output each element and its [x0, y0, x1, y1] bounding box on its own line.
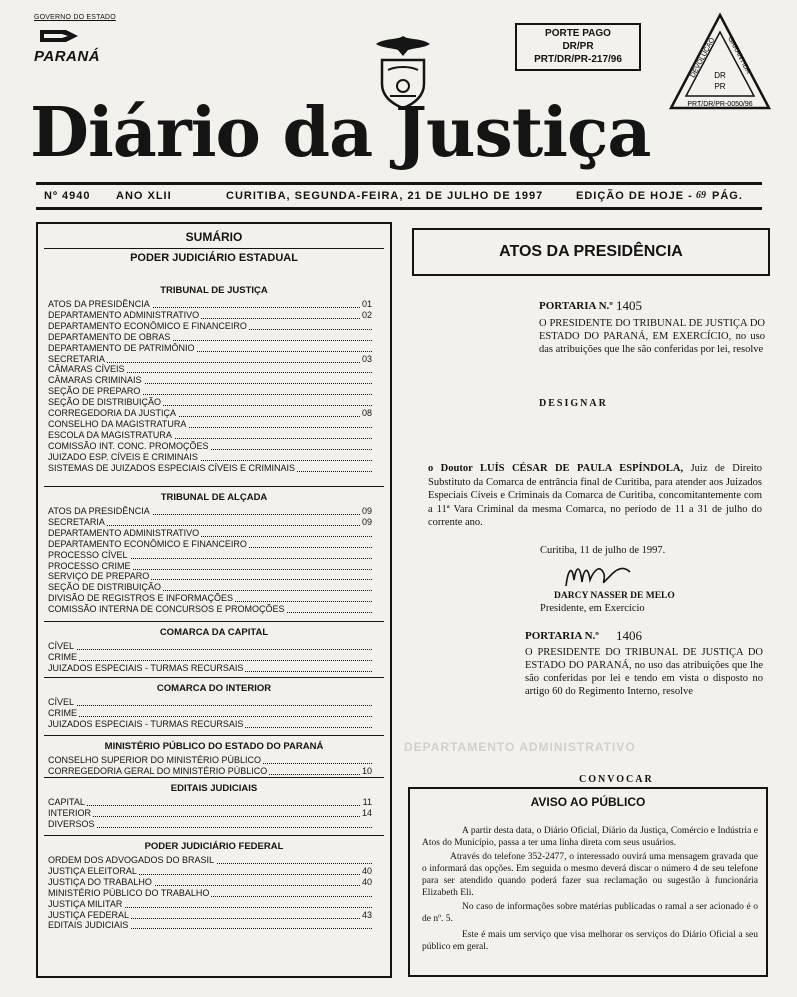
summary-section-heading: TRIBUNAL DE ALÇADA: [160, 492, 268, 503]
summary-entry[interactable]: [48, 430, 372, 441]
notice-paragraph-1: A partir desta data, o Diário Oficial, Diário da Justiça, Comércio e Indústria e Atos do Município, passa a ter uma linha direta com seus usuários.: [422, 826, 758, 848]
summary-entry-label: COMISSÃO INTERNA DE CONCURSOS E PROMOÇÕES: [48, 604, 285, 615]
summary-entry-page: 01: [361, 299, 372, 309]
summary-entry-page: 43: [361, 909, 372, 920]
parana-label: PARANÁ: [34, 48, 101, 65]
summary-entry-label: ATOS DA PRESIDÊNCIA: [48, 506, 150, 516]
summary-entry[interactable]: [48, 397, 372, 408]
postage-paid-box: [515, 23, 641, 71]
summary-entry-label: JUIZADOS ESPECIAIS - TURMAS RECURSAIS: [48, 718, 244, 729]
summary-entry[interactable]: [48, 561, 372, 572]
summary-entry[interactable]: [48, 604, 372, 615]
notice-title: AVISO AO PÚBLICO: [530, 795, 646, 809]
summary-entry-label: JUSTIÇA DO TRABALHO: [48, 876, 152, 887]
summary-entry-label: COMISSÃO INT. CONC. PROMOÇÕES: [48, 440, 209, 451]
signature-icon: [560, 560, 650, 590]
summary-entry-label: CONSELHO SUPERIOR DO MINISTÉRIO PÚBLICO: [48, 755, 262, 765]
notice-paragraph-4: Este é mais um serviço que visa melhorar os serviços do Diário Oficial a seu público em geral.: [422, 930, 758, 952]
summary-entry[interactable]: [48, 386, 372, 397]
summary-entry-page: 40: [361, 876, 372, 887]
issue-number: Nº 4940: [44, 190, 91, 202]
portaria-2-number: 1406: [616, 628, 642, 643]
triangle-bottom-text: PRT/DR/PR-0050/96: [687, 101, 753, 108]
summary-entry-label: INTERIOR: [48, 807, 92, 818]
summary-entry[interactable]: [48, 755, 372, 766]
summary-box: [36, 222, 392, 978]
portaria-1-label: PORTARIA N.º: [539, 300, 613, 312]
parana-logo-icon: [38, 26, 80, 46]
summary-entry-label: PROCESSO CRIME: [48, 560, 131, 571]
summary-entry-page: 03: [361, 353, 372, 364]
summary-entry-page: 09: [361, 506, 372, 516]
summary-entry[interactable]: [48, 517, 372, 528]
summary-entry-label: DIVERSOS: [48, 818, 95, 829]
summary-entry-label: SISTEMAS DE JUIZADOS ESPECIAIS CÍVEIS E CRIMINAIS: [48, 462, 296, 473]
summary-entry-label: JUSTIÇA FEDERAL: [48, 909, 130, 920]
summary-entry-label: DEPARTAMENTO DE OBRAS: [48, 331, 171, 342]
summary-entry[interactable]: [48, 819, 372, 830]
postage-line-2: DR/PR: [562, 41, 594, 52]
summary-entry-label: SECRETARIA: [48, 516, 105, 527]
summary-entry[interactable]: [48, 899, 372, 910]
summary-entry-page: 08: [361, 408, 372, 418]
summary-section-heading: TRIBUNAL DE JUSTIÇA: [160, 285, 268, 296]
summary-entry[interactable]: [48, 550, 372, 561]
summary-entry-label: CÍVEL: [48, 697, 75, 707]
summary-entry-label: CAPITAL: [48, 797, 85, 807]
place-date: Curitiba, 11 de julho de 1997.: [540, 545, 666, 556]
summary-entry[interactable]: [48, 364, 372, 375]
summary-entry-label: SEÇÃO DE PREPARO: [48, 386, 141, 397]
summary-entry-label: DEPARTAMENTO ECONÔMICO E FINANCEIRO: [48, 320, 247, 331]
summary-entry[interactable]: [48, 652, 372, 663]
summary-entry-page: 02: [361, 309, 372, 320]
convocar-heading: CONVOCAR: [579, 774, 654, 785]
divider: [44, 677, 384, 678]
designar-paragraph: [428, 462, 762, 530]
summary-entry[interactable]: [48, 441, 372, 452]
summary-entry-label: ORDEM DOS ADVOGADOS DO BRASIL: [48, 855, 215, 865]
summary-entry-label: DEPARTAMENTO ECONÔMICO E FINANCEIRO: [48, 538, 247, 549]
government-label: GOVERNO DO ESTADO: [34, 14, 116, 21]
summary-entry-label: ESCOLA DA MAGISTRATURA: [48, 429, 172, 440]
summary-entry[interactable]: [48, 332, 372, 343]
summary-entry[interactable]: [48, 299, 372, 310]
public-notice-box: [408, 787, 768, 977]
portaria-2-text: O PRESIDENTE DO TRIBUNAL DE JUSTIÇA DO ESTADO DO PARANÁ, no uso das atribuições que lhe são conferidas por lei e tendo em vista o disposto no artigo 60 do Regimento Interno, resolve: [525, 647, 763, 697]
summary-entry-label: MINISTÉRIO PÚBLICO DO TRABALHO: [48, 887, 210, 898]
summary-entry-label: EDITAIS JUDICIAIS: [48, 920, 129, 931]
issue-year: ANO XLII: [116, 190, 172, 202]
pages-suffix: PÁG.: [712, 190, 743, 202]
leader-dots: [48, 649, 372, 650]
summary-entry-label: DEPARTAMENTO DE PATRIMÔNIO: [48, 342, 195, 353]
summary-entry-label: DIVISÃO DE REGISTROS E INFORMAÇÕES: [48, 593, 234, 604]
summary-entry[interactable]: [48, 321, 372, 332]
signer-name: DARCY NASSER DE MELO: [554, 591, 675, 601]
summary-entry[interactable]: [48, 888, 372, 899]
summary-entry[interactable]: [48, 310, 372, 321]
postage-line-3: PRT/DR/PR-217/96: [534, 54, 622, 65]
summary-entry-label: SEÇÃO DE DISTRIBUIÇÃO: [48, 397, 162, 408]
summary-entry[interactable]: [48, 408, 372, 419]
bleed-through-text: DEPARTAMENTO ADMINISTRATIVO: [404, 740, 636, 754]
summary-entry-page: 11: [362, 797, 372, 807]
summary-entry[interactable]: [48, 808, 372, 819]
leader-dots: [48, 716, 372, 717]
summary-entry-label: CRIME: [48, 707, 77, 718]
summary-entry-label: DEPARTAMENTO ADMINISTRATIVO: [48, 527, 200, 538]
summary-entry-label: ATOS DA PRESIDÊNCIA: [48, 299, 150, 309]
leader-dots: [48, 805, 372, 806]
summary-entry[interactable]: [48, 419, 372, 430]
summary-entry-label: CONSELHO DA MAGISTRATURA: [48, 418, 187, 429]
summary-entry-label: JUIZADOS ESPECIAIS - TURMAS RECURSAIS: [48, 662, 244, 673]
summary-section-heading: COMARCA DO INTERIOR: [156, 683, 272, 694]
summary-subtitle: PODER JUDICIÁRIO ESTADUAL: [130, 252, 298, 264]
summary-entry[interactable]: [48, 708, 372, 719]
summary-entry[interactable]: [48, 697, 372, 708]
summary-entry[interactable]: [48, 506, 372, 517]
summary-entry[interactable]: [48, 719, 372, 730]
summary-entry[interactable]: [48, 528, 372, 539]
summary-entry[interactable]: [48, 920, 372, 931]
summary-entry-label: SEÇÃO DE DISTRIBUIÇÃO: [48, 582, 162, 593]
summary-entry-label: JUSTIÇA ELEITORAL: [48, 865, 137, 876]
masthead-title: Diário da Justiça: [30, 93, 651, 173]
summary-entry[interactable]: [48, 866, 372, 877]
summary-entry-label: CÂMARAS CÍVEIS: [48, 364, 125, 375]
triangle-center-1: DR: [714, 71, 726, 80]
pages-count: 69: [696, 190, 706, 201]
edition-label: EDIÇÃO DE HOJE -: [576, 190, 693, 202]
summary-entry-label: SECRETARIA: [48, 353, 105, 364]
summary-entry-label: CORREGEDORIA GERAL DO MINISTÉRIO PÚBLICO: [48, 765, 268, 776]
designar-heading: DESIGNAR: [539, 398, 608, 409]
divider: [44, 777, 384, 778]
divider: [44, 621, 384, 622]
summary-entry-page: 10: [361, 765, 372, 776]
summary-entry-label: DEPARTAMENTO ADMINISTRATIVO: [48, 309, 200, 320]
summary-entry[interactable]: [48, 663, 372, 674]
designated-judge: o Doutor LUÍS CÉSAR DE PAULA ESPÍNDOLA,: [428, 463, 691, 474]
designar-text: Juiz de Direito Substituto da Comarca de entrância final de Curitiba, para atender aos Juizados Especiais Cíveis e Criminais da Comarca de Curitiba, concomitantemente com a 11ª Vara Criminal da mesma Comarca, no período de 11 a 31 de julho do corrente ano.: [428, 463, 762, 528]
summary-entry[interactable]: [48, 343, 372, 354]
summary-section-heading: EDITAIS JUDICIAIS: [170, 783, 258, 794]
summary-entry[interactable]: [48, 571, 372, 582]
notice-paragraph-3: No caso de informações sobre matérias publicadas o ramal a ser acionado é o de nº. 5.: [422, 902, 758, 924]
summary-title: SUMÁRIO: [185, 230, 243, 244]
summary-entry-label: CÍVEL: [48, 641, 75, 651]
summary-entry-label: JUIZADO ESP. CÍVEIS E CRIMINAIS: [48, 451, 198, 462]
summary-entry[interactable]: [48, 354, 372, 365]
summary-entry[interactable]: [48, 593, 372, 604]
portaria-1-text: O PRESIDENTE DO TRIBUNAL DE JUSTIÇA DO ESTADO DO PARANÁ, EM EXERCÍCIO, no uso das atribuições que lhe são conferidas por lei, resolve: [539, 318, 765, 355]
summary-section-heading: PODER JUDICIÁRIO FEDERAL: [144, 841, 284, 852]
summary-section-heading: COMARCA DA CAPITAL: [159, 627, 269, 638]
summary-entry-label: CRIME: [48, 651, 77, 662]
signer-title: Presidente, em Exercício: [540, 603, 645, 614]
triangle-right-text: GARANTIDA: [726, 35, 752, 76]
summary-entry-label: CÂMARAS CRIMINAIS: [48, 375, 142, 386]
summary-entry[interactable]: [48, 463, 372, 474]
triangle-left-text: DEVOLUÇÃO: [689, 36, 717, 79]
summary-entry[interactable]: [48, 766, 372, 777]
postage-line-1: PORTE PAGO: [545, 28, 611, 39]
summary-entry-page: 14: [361, 807, 372, 818]
triangle-center-2: PR: [714, 82, 726, 91]
summary-entry[interactable]: [48, 877, 372, 888]
issue-info-bar: [36, 182, 762, 210]
summary-entry-page: 40: [361, 865, 372, 876]
summary-entry[interactable]: [48, 641, 372, 652]
summary-entry[interactable]: [48, 582, 372, 593]
summary-entry[interactable]: [48, 539, 372, 550]
notice-paragraph-2: Através do telefone 352-2477, o interessado ouvirá uma mensagem gravada que o informará das opções. Em seguida o mesmo deverá discar o número 4 de seu telefone para ser atendido quando poderá fazer sua reclamação ou sugestão à funcionária Elizabeth Eli.: [422, 852, 758, 898]
summary-entry-label: SERVIÇO DE PREPARO: [48, 571, 150, 582]
summary-entry-label: CORREGEDORIA DA JUSTIÇA: [48, 408, 177, 418]
divider: [44, 248, 384, 249]
atos-title: ATOS DA PRESIDÊNCIA: [412, 228, 770, 276]
summary-entry[interactable]: [48, 375, 372, 386]
summary-entry-label: PROCESSO CÍVEL: [48, 549, 128, 560]
summary-entry[interactable]: [48, 855, 372, 866]
divider: [44, 835, 384, 836]
summary-entry[interactable]: [48, 452, 372, 463]
summary-entry-page: 09: [361, 516, 372, 527]
summary-section-heading: MINISTÉRIO PÚBLICO DO ESTADO DO PARANÁ: [104, 741, 324, 752]
leader-dots: [48, 816, 372, 817]
divider: [44, 486, 384, 487]
portaria-1-number: 1405: [616, 298, 642, 313]
divider: [44, 735, 384, 736]
issue-date: CURITIBA, SEGUNDA-FEIRA, 21 DE JULHO DE 1997: [226, 190, 544, 202]
portaria-2-label: PORTARIA N.º: [525, 630, 599, 642]
summary-entry[interactable]: [48, 797, 372, 808]
leader-dots: [48, 705, 372, 706]
summary-entry[interactable]: [48, 910, 372, 921]
summary-entry-label: JUSTIÇA MILITAR: [48, 898, 123, 909]
leader-dots: [48, 660, 372, 661]
